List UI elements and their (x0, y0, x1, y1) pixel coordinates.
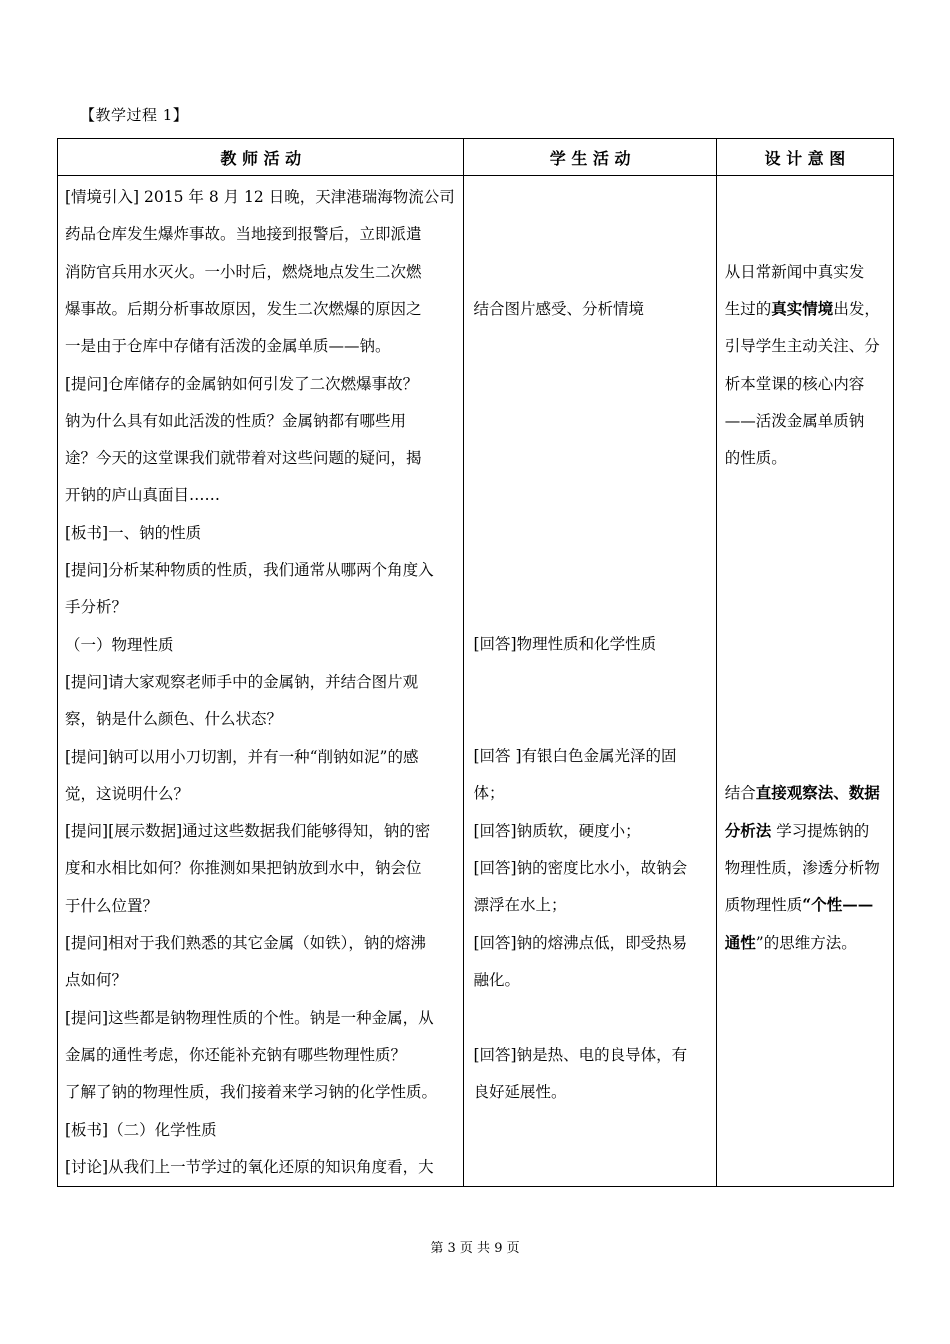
teacher-line: 手分析？ (65, 598, 128, 617)
design-line: 生过的真实情境出发， (724, 299, 880, 318)
design-line: ——活泼金属单质钠 (724, 412, 865, 430)
design-emphasis: 真实情境 (771, 299, 834, 318)
teacher-line: 途？今天的这堂课我们就带着对这些问题的疑问，揭 (65, 449, 422, 468)
student-line: [回答]钠的密度比水小，故钠会 (473, 859, 688, 877)
teacher-line: 金属的通性考虑，你还能补充钠有哪些物理性质？ (65, 1045, 407, 1064)
student-line: [回答]钠质软，硬度小； (473, 822, 641, 840)
student-line: [回答 ]有银白色金属光泽的固 (473, 747, 677, 765)
teacher-line: [板书]一、钠的性质 (65, 523, 202, 542)
header-design-intent: 设 计 意 图 (716, 139, 893, 176)
design-intent-cell (716, 176, 893, 1187)
teacher-line: 开钠的庐山真面目…… (65, 486, 221, 505)
teacher-line: 消防官兵用水灭火。一小时后，燃烧地点发生二次燃 (65, 262, 422, 281)
teacher-line: [提问]请大家观察老师手中的金属钠，并结合图片观 (65, 672, 419, 691)
design-emphasis: “个性—— (802, 895, 874, 914)
student-line: 良好延展性。 (473, 1083, 567, 1101)
design-emphasis: 分析法 (724, 821, 772, 840)
teacher-line: [提问]相对于我们熟悉的其它金属（如铁），钠的熔沸 (65, 934, 426, 952)
design-line: 质物理性质“个性—— (724, 895, 874, 914)
teacher-line: 爆事故。后期分析事故原因，发生二次燃爆的原因之 (65, 299, 422, 318)
teacher-line: [提问]分析某种物质的性质，我们通常从哪两个角度入 (65, 561, 434, 579)
teacher-line: 药品仓库发生爆炸事故。当地接到报警后，立即派遣 (65, 225, 422, 244)
design-line: 的性质。 (724, 449, 787, 467)
design-line: 物理性质，渗透分析物 (724, 859, 880, 877)
teacher-line: （一）物理性质 (65, 635, 174, 654)
teacher-line: 察，钠是什么颜色、什么状态？ (65, 710, 283, 729)
teacher-line: 点如何？ (65, 971, 128, 990)
teacher-line: [讨论]从我们上一节学过的氧化还原的知识角度看，大 (65, 1157, 434, 1176)
teacher-line: [提问]这些都是钠物理性质的个性。钠是一种金属，从 (65, 1008, 434, 1027)
design-line: 引导学生主动关注、分 (724, 337, 880, 355)
design-line: 通性”的思维方法。 (724, 933, 857, 952)
page-footer: 第 3 页 共 9 页 (430, 1241, 520, 1256)
teacher-line: 觉，这说明什么？ (65, 784, 190, 803)
teacher-line: 度和水相比如何？你推测如果把钠放到水中，钠会位 (65, 859, 422, 878)
section-title: 【教学过程 1】 (80, 106, 189, 124)
design-line: 析本堂课的核心内容 (724, 375, 865, 393)
teaching-process-table (57, 138, 894, 1187)
teacher-line: 于什么位置？ (65, 896, 159, 915)
design-emphasis: 通性 (724, 933, 756, 952)
teacher-line: 钠为什么具有如此活泼的性质？金属钠都有哪些用 (65, 411, 407, 430)
teacher-line: 一是由于仓库中存储有活泼的金属单质——钠。 (65, 337, 391, 356)
student-line: 融化。 (473, 971, 520, 989)
student-activity-cell (464, 176, 716, 1187)
teacher-line: [情境引入] 2015 年 8 月 12 日晚，天津港瑞海物流公司 (65, 188, 455, 206)
teacher-line: [提问][展示数据]通过这些数据我们能够得知，钠的密 (65, 822, 431, 841)
design-line: 分析法 学习提炼钠的 (724, 821, 870, 840)
teacher-line: [提问]钠可以用小刀切割，并有一种“削钠如泥”的感 (65, 747, 419, 766)
student-line: [回答]钠的熔沸点低，即受热易 (473, 934, 688, 952)
teacher-line: 了解了钠的物理性质，我们接着来学习钠的化学性质。 (65, 1083, 438, 1102)
table-header-row (58, 139, 894, 176)
teacher-activity-cell (58, 176, 464, 1187)
student-line: 体； (473, 784, 505, 802)
table-row (58, 176, 894, 1187)
design-line: 结合直接观察法、数据 (724, 783, 880, 802)
design-emphasis: 直接观察法、数据 (755, 783, 880, 802)
teacher-line: [提问]仓库储存的金属钠如何引发了二次燃爆事故？ (65, 374, 419, 393)
student-line: 结合图片感受、分析情境 (473, 300, 644, 318)
student-line: [回答]物理性质和化学性质 (473, 635, 657, 653)
student-line: [回答]钠是热、电的良导体，有 (473, 1046, 688, 1064)
header-student-activity: 学 生 活 动 (464, 139, 716, 176)
header-teacher-activity: 教 师 活 动 (58, 139, 464, 176)
design-line: 从日常新闻中真实发 (724, 263, 865, 281)
student-line: 漂浮在水上； (473, 896, 567, 914)
teacher-line: [板书]（二）化学性质 (65, 1120, 217, 1139)
